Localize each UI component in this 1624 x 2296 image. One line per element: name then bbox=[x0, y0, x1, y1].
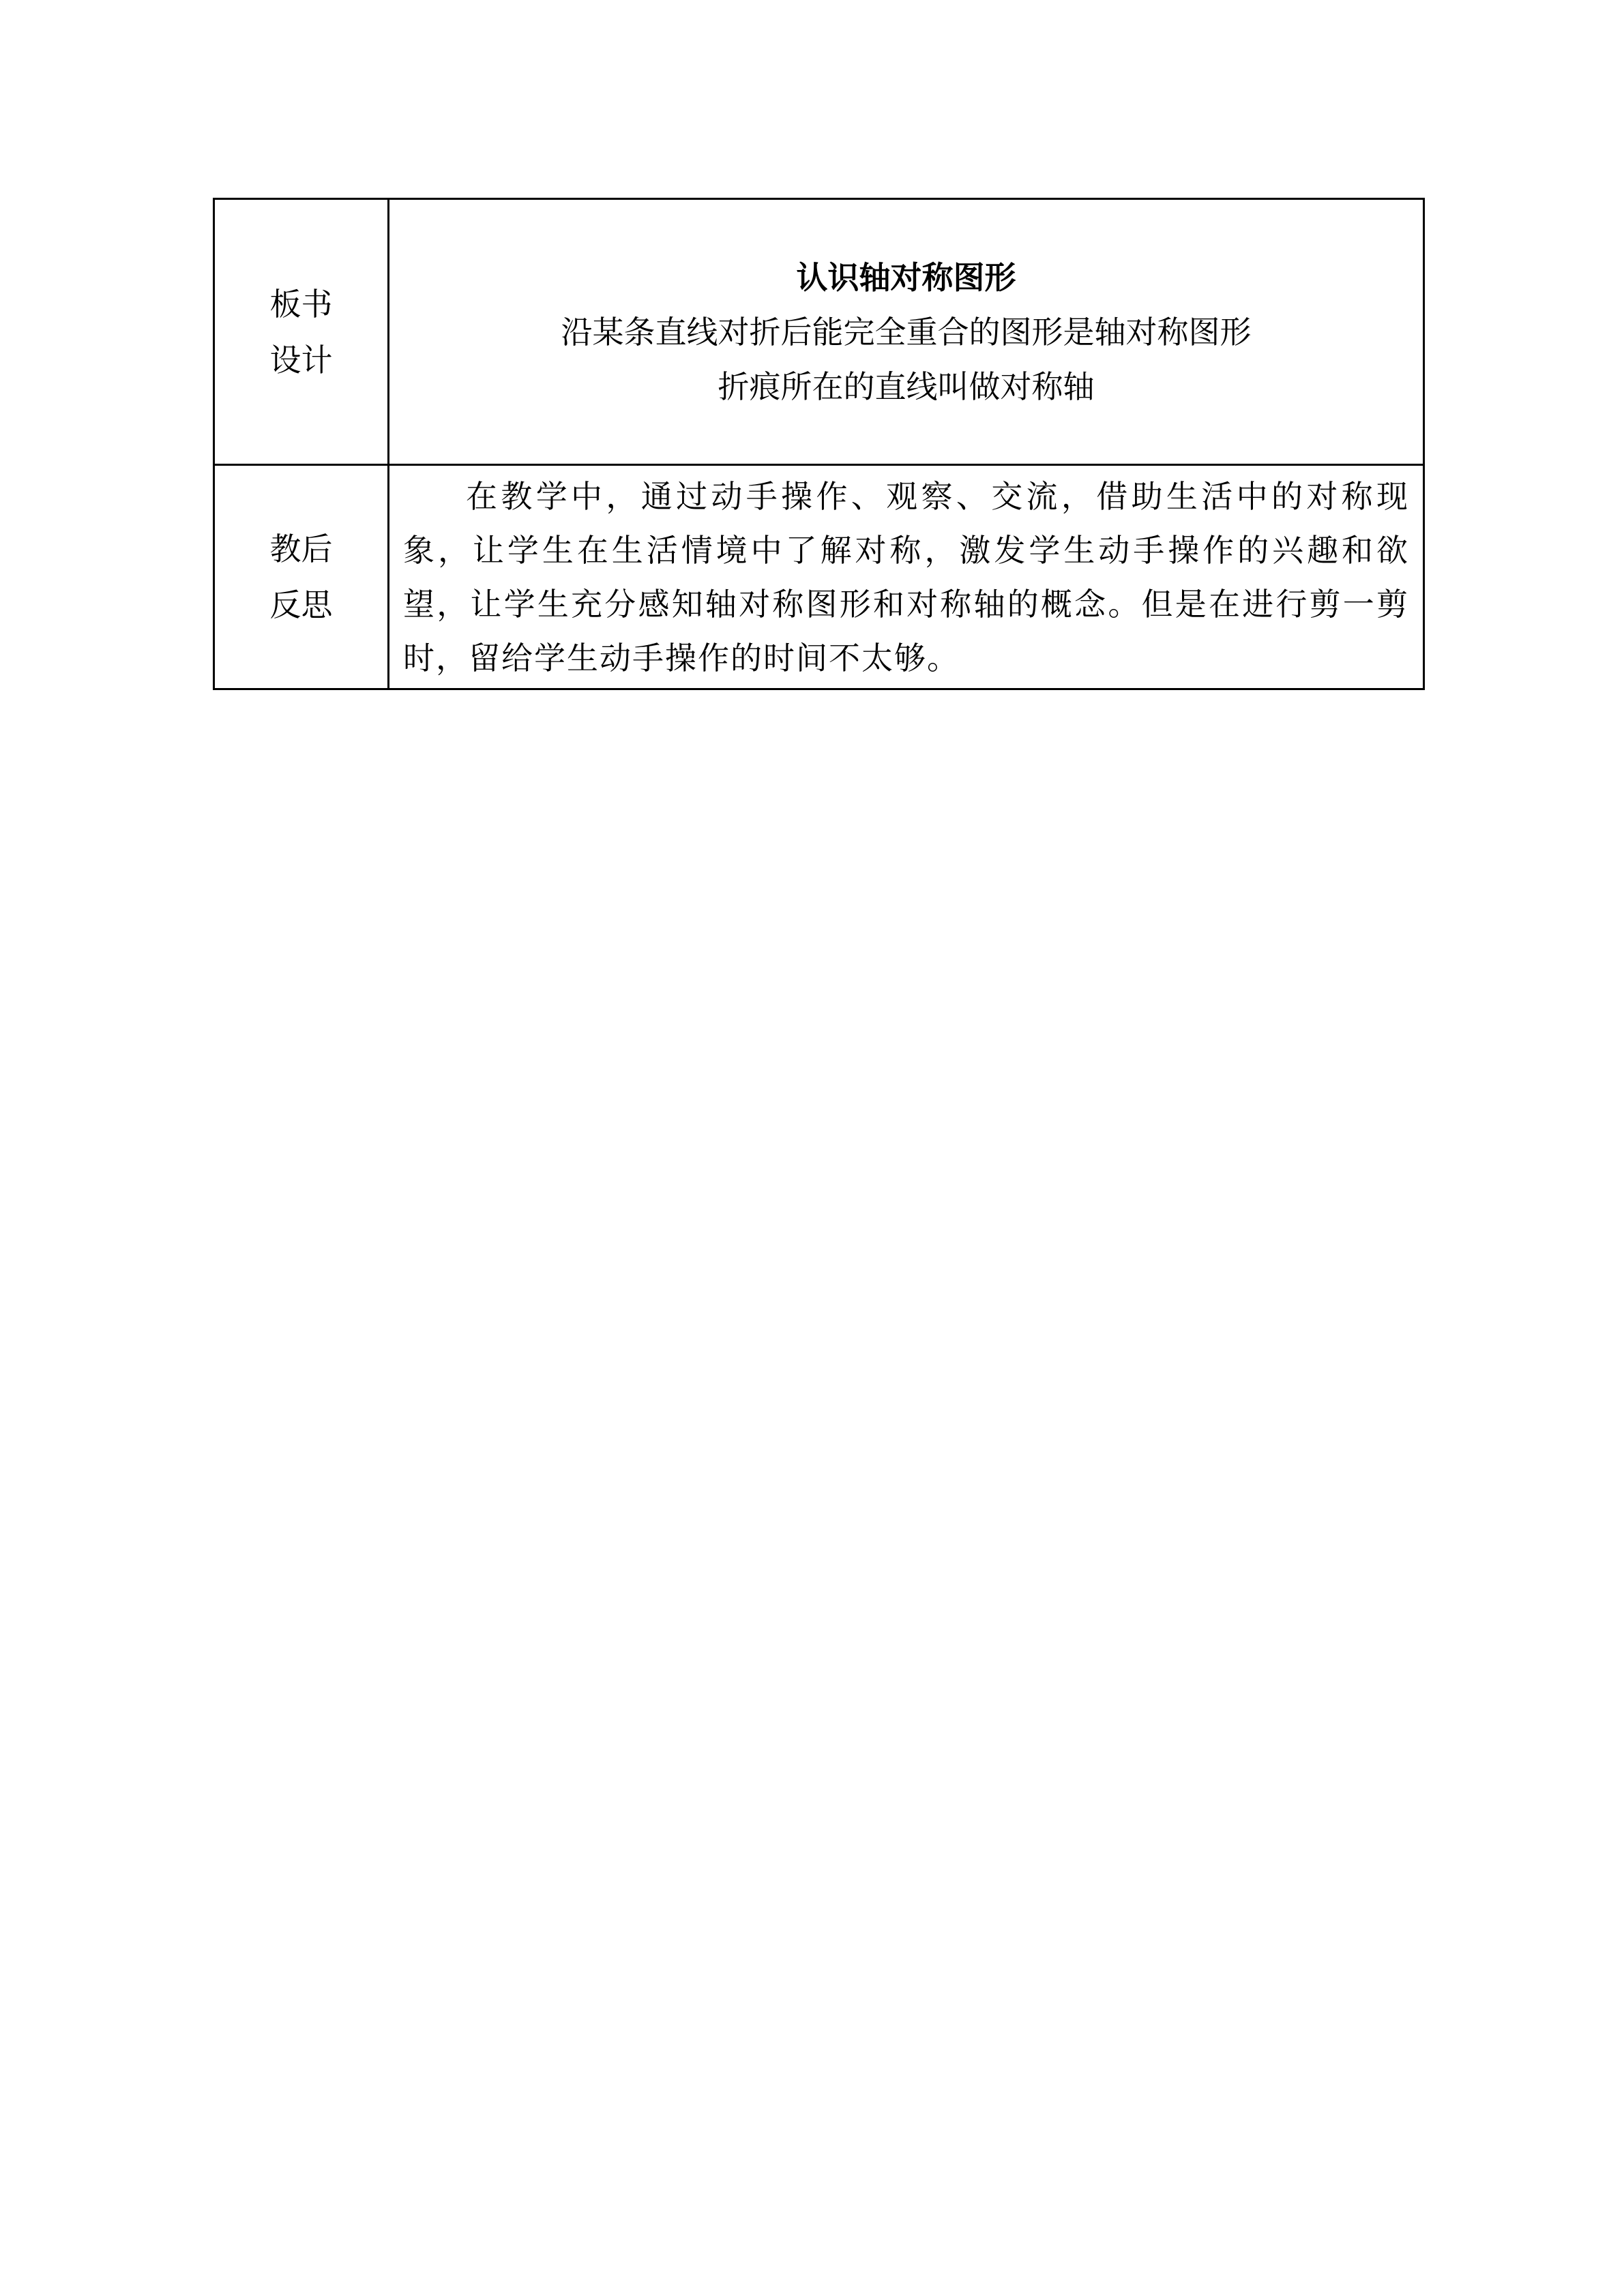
lesson-plan-table bbox=[213, 198, 1425, 690]
board-design-row bbox=[214, 199, 1424, 465]
board-design-label bbox=[214, 199, 389, 465]
board-title: 认识轴对称图形 bbox=[796, 258, 1016, 296]
board-design-label-line1: 板书 bbox=[269, 285, 333, 323]
board-design-content bbox=[389, 199, 1424, 465]
board-line-axis: 折痕所在的直线叫做对称轴 bbox=[718, 368, 1095, 405]
reflection-text: 在教学中，通过动手操作、观察、交流，借助生活中的对称现象，让学生在生活情境中了解对称，激发学生动手操作的兴趣和欲望，让学生充分感知轴对称图形和对称轴的概念。但是在进行剪一剪时，留给学生动手操作的时间不太够。 bbox=[403, 478, 1409, 676]
board-line-definition: 沿某条直线对折后能完全重合的图形是轴对称图形 bbox=[561, 313, 1252, 351]
reflection-label-line2: 反思 bbox=[269, 586, 333, 623]
reflection-label bbox=[214, 465, 389, 689]
reflection-label-line1: 教后 bbox=[269, 531, 333, 567]
reflection-row bbox=[214, 465, 1424, 689]
board-design-label-line2: 设计 bbox=[269, 341, 333, 378]
reflection-content-cell bbox=[389, 465, 1424, 689]
